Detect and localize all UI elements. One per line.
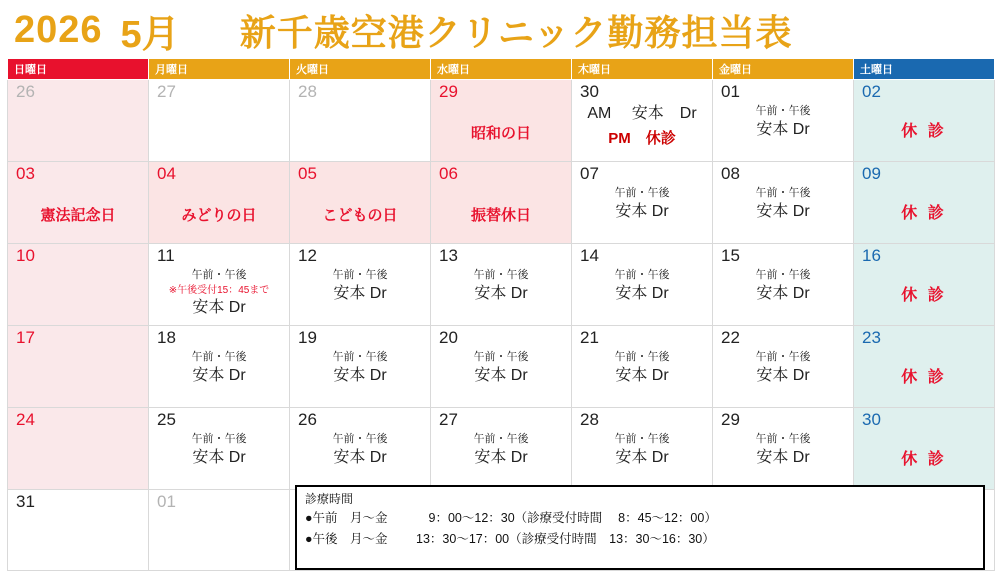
weekday-header-friday: 金曜日 [713,59,854,80]
shift-period: 午前・午後 [755,432,811,445]
day-content [149,268,289,319]
doctor-name: 安本 Dr [756,202,810,220]
calendar-day-cell[interactable] [431,408,572,490]
day-content [713,268,853,305]
day-number: 28 [298,82,317,101]
day-number: 14 [580,246,599,265]
month-label: 5月 [120,13,180,56]
shift-period: 午前・午後 [473,268,529,281]
calendar-day-cell[interactable] [290,80,431,162]
calendar-day-cell[interactable] [8,326,149,408]
doctor-name: 安本 Dr [615,366,669,384]
calendar-week-row [8,80,995,162]
doctor-name: 安本 Dr [756,284,810,302]
day-number: 12 [298,246,317,265]
day-content [290,268,430,305]
day-content [854,364,994,387]
page-header [0,0,1000,58]
day-content [149,204,289,225]
holiday-name: 振替休日 [470,206,531,224]
day-number: 27 [439,410,458,429]
closed-label: 休 診 [901,450,947,468]
doctor-name: 安本 Dr [756,366,810,384]
doctor-name: 安本 Dr [615,448,669,466]
day-number: 29 [439,82,458,101]
day-number: 04 [157,164,176,183]
shift-period: 午前・午後 [755,268,811,281]
day-content [8,204,148,225]
day-number: 19 [298,328,317,347]
day-content [149,350,289,387]
day-content [290,204,430,225]
calendar-day-cell[interactable] [854,408,995,490]
day-content [854,118,994,141]
calendar-day-cell[interactable] [572,326,713,408]
weekday-header-sunday: 日曜日 [8,59,149,80]
calendar-day-cell[interactable] [149,408,290,490]
day-number: 15 [721,246,740,265]
shift-period: 午前・午後 [614,350,670,363]
year-label: 2026 [14,8,103,51]
day-content [572,432,712,469]
day-number: 11 [157,246,175,265]
day-number: 05 [298,164,317,183]
calendar-day-cell[interactable] [713,326,854,408]
shift-period: 午前・午後 [614,268,670,281]
shift-period: 午前・午後 [191,268,247,281]
day-content [431,268,571,305]
clinic-hours-pm: ●午後 月～金 13：30～17：00（診療受付時間 13：30～16：30） [305,531,715,546]
closed-label: 休 診 [901,368,947,386]
day-number: 24 [16,410,35,429]
day-number: 26 [298,410,317,429]
calendar-day-cell[interactable] [572,408,713,490]
day-number: 28 [580,410,599,429]
calendar-day-cell[interactable] [290,244,431,326]
day-content [854,200,994,223]
calendar-day-cell[interactable] [8,408,149,490]
calendar-day-cell[interactable] [572,162,713,244]
day-content [713,432,853,469]
day-content [431,432,571,469]
calendar-day-cell[interactable] [431,326,572,408]
calendar-day-cell[interactable] [572,80,713,162]
doctor-name: 安本 Dr [333,284,387,302]
shift-period: 午前・午後 [332,268,388,281]
day-number: 21 [580,328,599,347]
closed-label: 休 診 [901,286,947,304]
clinic-hours-am: ●午前 月～金 9：00～12：30（診療受付時間 8：45～12：00） [305,511,717,525]
calendar-day-cell[interactable] [854,326,995,408]
calendar-day-cell[interactable] [431,162,572,244]
day-number: 17 [16,328,35,347]
page-title: 新千歳空港クリニック勤務担当表 [239,11,793,53]
calendar-day-cell[interactable] [713,244,854,326]
shift-period: 午前・午後 [332,350,388,363]
clinic-hours-box [295,485,985,570]
day-number: 22 [721,328,740,347]
shift-period: 午前・午後 [614,186,670,199]
day-number: 23 [862,328,881,347]
calendar-day-cell[interactable] [149,490,290,571]
day-number: 03 [16,164,35,183]
day-number: 29 [721,410,740,429]
day-number: 31 [16,492,35,511]
day-number: 30 [580,82,599,101]
doctor-name: 安本 Dr [756,448,810,466]
holiday-name: 憲法記念日 [40,206,116,224]
day-number: 02 [862,82,881,101]
shift-period: 午前・午後 [191,432,247,445]
doctor-name: 安本 Dr [474,366,528,384]
day-content [290,350,430,387]
day-content [572,186,712,223]
day-number: 13 [439,246,458,265]
day-number: 01 [721,82,740,101]
doctor-name: 安本 Dr [192,448,246,466]
day-content [572,104,712,149]
calendar-day-cell[interactable] [290,162,431,244]
doctor-name: 安本 Dr [192,298,246,316]
weekday-header-thursday: 木曜日 [572,59,713,80]
day-content [149,432,289,469]
day-number: 10 [16,246,35,265]
calendar-week-row [8,326,995,408]
day-content [290,432,430,469]
calendar-day-cell[interactable] [149,80,290,162]
day-number: 09 [862,164,881,183]
calendar-day-cell[interactable] [431,244,572,326]
day-content [572,268,712,305]
day-content [431,204,571,225]
calendar-day-cell[interactable] [8,80,149,162]
doctor-name: 安本 Dr [474,448,528,466]
day-content [854,282,994,305]
day-number: 18 [157,328,176,347]
doctor-name: 安本 Dr [474,284,528,302]
day-content [431,122,571,143]
doctor-name: 安本 Dr [756,120,810,138]
reception-note: ※午後受付15：45まで [168,284,270,296]
day-number: 07 [580,164,599,183]
doctor-name: 安本 Dr [615,284,669,302]
shift-period: 午前・午後 [614,432,670,445]
day-content [572,350,712,387]
calendar-day-cell[interactable] [713,162,854,244]
calendar-day-cell[interactable] [854,162,995,244]
day-content [713,104,853,141]
day-number: 16 [862,246,881,265]
calendar-day-cell[interactable] [572,244,713,326]
calendar-day-cell[interactable] [8,490,149,571]
day-number: 06 [439,164,458,183]
weekday-header-monday: 月曜日 [149,59,290,80]
am-shift: AM 安本 Dr [587,104,697,122]
calendar-day-cell[interactable] [149,326,290,408]
holiday-name: みどりの日 [181,206,257,224]
day-content [713,350,853,387]
doctor-name: 安本 Dr [333,448,387,466]
calendar-day-cell[interactable] [8,244,149,326]
shift-period: 午前・午後 [755,104,811,117]
doctor-name: 安本 Dr [333,366,387,384]
day-number: 27 [157,82,176,101]
shift-period: 午前・午後 [191,350,247,363]
day-number: 25 [157,410,176,429]
calendar-week-row [8,408,995,490]
calendar-day-cell[interactable] [713,80,854,162]
holiday-name: こどもの日 [322,206,398,224]
pm-closed: PM 休診 [608,130,676,148]
calendar-day-cell[interactable] [431,80,572,162]
day-content [431,350,571,387]
calendar-day-cell[interactable] [854,244,995,326]
day-number: 26 [16,82,35,101]
shift-period: 午前・午後 [755,186,811,199]
calendar-week-row [8,244,995,326]
clinic-hours-title: 診療時間 [305,492,354,506]
calendar-day-cell[interactable] [290,326,431,408]
shift-period: 午前・午後 [473,432,529,445]
day-content [713,186,853,223]
calendar-day-cell[interactable] [8,162,149,244]
doctor-name: 安本 Dr [615,202,669,220]
holiday-name: 昭和の日 [470,124,531,142]
day-content [854,446,994,469]
weekday-header-saturday: 土曜日 [854,59,995,80]
calendar-day-cell[interactable] [149,162,290,244]
day-number: 20 [439,328,458,347]
weekday-header-tuesday: 火曜日 [290,59,431,80]
closed-label: 休 診 [901,122,947,140]
closed-label: 休 診 [901,204,947,222]
weekday-header-row [8,59,995,80]
shift-period: 午前・午後 [332,432,388,445]
calendar-day-cell[interactable] [854,80,995,162]
day-number: 30 [862,410,881,429]
day-number: 01 [157,492,176,511]
calendar-day-cell[interactable] [149,244,290,326]
calendar-day-cell[interactable] [713,408,854,490]
calendar-day-cell[interactable] [290,408,431,490]
shift-period: 午前・午後 [473,350,529,363]
doctor-name: 安本 Dr [192,366,246,384]
calendar-week-row [8,162,995,244]
day-number: 08 [721,164,740,183]
weekday-header-wednesday: 水曜日 [431,59,572,80]
shift-period: 午前・午後 [755,350,811,363]
